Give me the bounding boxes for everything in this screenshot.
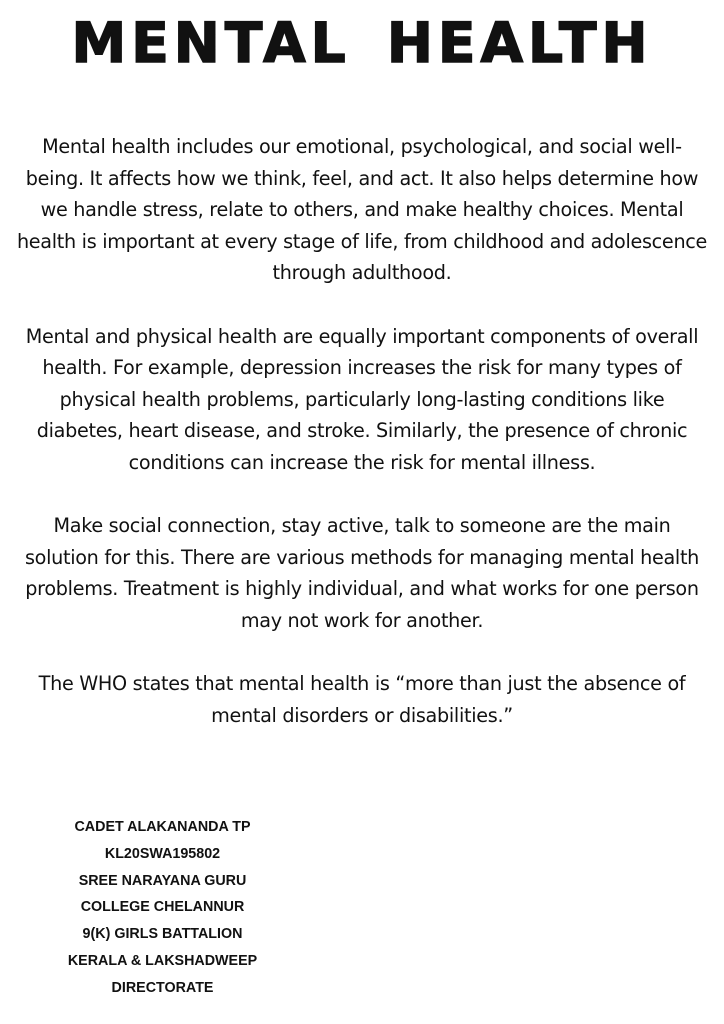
signature-line-name: CADET ALAKANANDA TP	[74, 819, 251, 835]
signature-line-id: KL20SWA195802	[104, 845, 221, 862]
signature-line-battalion: 9(K) GIRLS BATTALION	[82, 926, 243, 943]
page-title: MENTAL HEALTH	[71, 11, 653, 75]
signature-line-college: SREE NARAYANA GURU	[78, 872, 247, 889]
paragraph-solutions: Make social connection, stay active, talk to someone are the main solution for this. There are various methods for managing mental health problems. Treatment is highly individual, and what works for one person may not work for another.	[24, 514, 700, 632]
signature-line-region: KERALA & LAKSHADWEEP	[67, 952, 258, 969]
paragraph-definition: Mental health includes our emotional, psychological, and social well-being. It affects how we think, feel, and act. It also helps determine how we handle stress, relate to others, and make healthy choices. Mental health is important at every stage of life, from childhood and adolescence through adulthood.	[16, 135, 708, 285]
article-body	[14, 131, 710, 731]
paragraph-physical-health: Mental and physical health are equally important components of overall health. For example, depression increases the risk for many types of physical health problems, particularly long-lasting conditions like diabetes, heart disease, and stroke. Similarly, the presence of chronic conditions can increase the risk for mental illness.	[25, 324, 699, 474]
signature-line-college-place: COLLEGE CHELANNUR	[80, 899, 245, 916]
signature-line-directorate: DIRECTORATE	[111, 979, 214, 996]
paragraph-who-quote: The WHO states that mental health is “more than just the absence of mental disorders or disabilities.”	[38, 672, 686, 727]
author-signature-block	[40, 814, 285, 1002]
